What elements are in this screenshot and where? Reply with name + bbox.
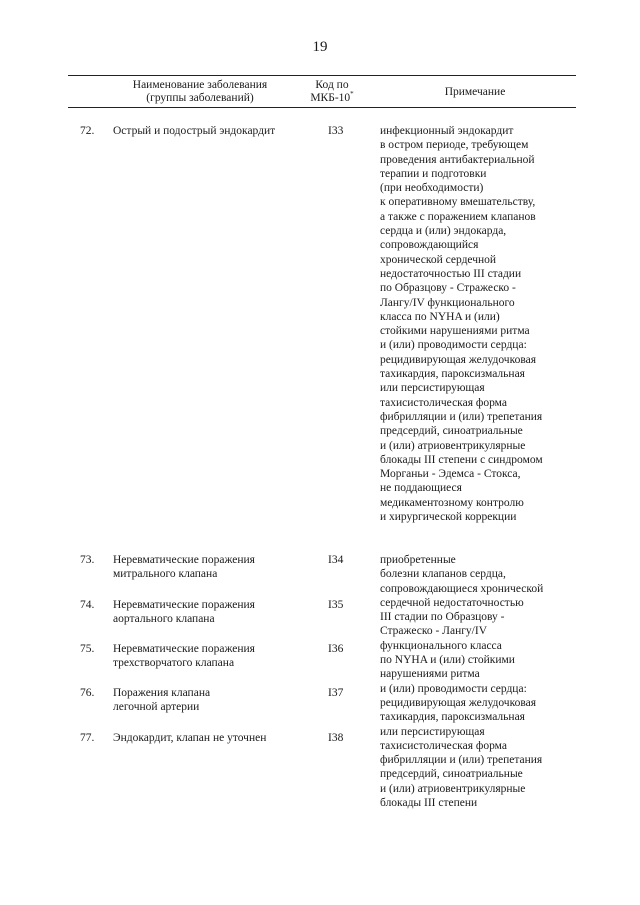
row-icd-code: I33: [328, 125, 344, 137]
page-number: 19: [312, 39, 328, 55]
row-disease-name: Неревматические поражения митрального клапана: [113, 554, 255, 581]
row-icd-code: I37: [328, 687, 344, 699]
row-disease-name: Поражения клапана легочной артерии: [113, 687, 211, 714]
row-icd-code: I36: [328, 643, 344, 655]
row-number: 75.: [80, 643, 95, 655]
header-code-footnote-mark: *: [350, 90, 354, 99]
header-disease-name: Наименование заболевания (группы заболеваний): [132, 79, 268, 104]
table-top-rule: [68, 75, 576, 76]
row-icd-code: I35: [328, 599, 344, 611]
row-disease-name: Неревматические поражения трехстворчатого клапана: [113, 643, 255, 670]
row-disease-name: Эндокардит, клапан не уточнен: [113, 732, 267, 744]
header-code-line1: Код по: [315, 79, 349, 91]
row-number: 72.: [80, 125, 95, 137]
row-icd-code: I38: [328, 732, 344, 744]
header-icd-code: [300, 79, 364, 105]
row-number: 74.: [80, 599, 95, 611]
row-number: 76.: [80, 687, 95, 699]
row-disease-name: Острый и подострый эндокардит: [113, 125, 276, 137]
header-note: Примечание: [444, 86, 506, 98]
row-icd-code: I34: [328, 554, 344, 566]
header-code-line2: МКБ-10: [310, 92, 351, 104]
row-note-72: инфекционный эндокардит в остром периоде, требующем проведения антибактериальной терапии и подготовки (при необходимости) к оперативному вмешательству, а также с поражением клапанов сердца и (или) эндокарда, сопровождающийся хронической сердечной недостаточностью III стадии по Образцову - Стражеско - Лангу/IV функционального класса по NYHA и (или) стойкими нарушениями ритма и (или) проводимости сердца: рецидивирующая желудочковая тахикардия, пароксизмальная или персистирующая тахисистолическая форма фибрилляции и (или) трепетания предсердий, синоатриальные и (или) атриовентрикулярные блокады III степени с синдромом Морганьи - Эдемса - Стокса, не поддающиеся медикаментозному контролю и хирургической коррекции: [380, 125, 543, 524]
row-note-73-77: приобретенные болезни клапанов сердца, сопровождающиеся хронической сердечной недостаточностью III стадии по Образцову - Стражеско - Лангу/IV функционального класса по NYHA и (или) стойкими нарушениями ритма и (или) проводимости сердца: рецидивирующая желудочковая тахикардия, пароксизмальная или персистирующая тахисистолическая форма фибрилляции и (или) трепетания предсердий, синоатриальные и (или) атриовентрикулярные блокады III степени: [380, 554, 544, 810]
row-disease-name: Неревматические поражения аортального клапана: [113, 599, 255, 626]
row-number: 77.: [80, 732, 95, 744]
table-header-rule: [68, 107, 576, 108]
row-number: 73.: [80, 554, 95, 566]
